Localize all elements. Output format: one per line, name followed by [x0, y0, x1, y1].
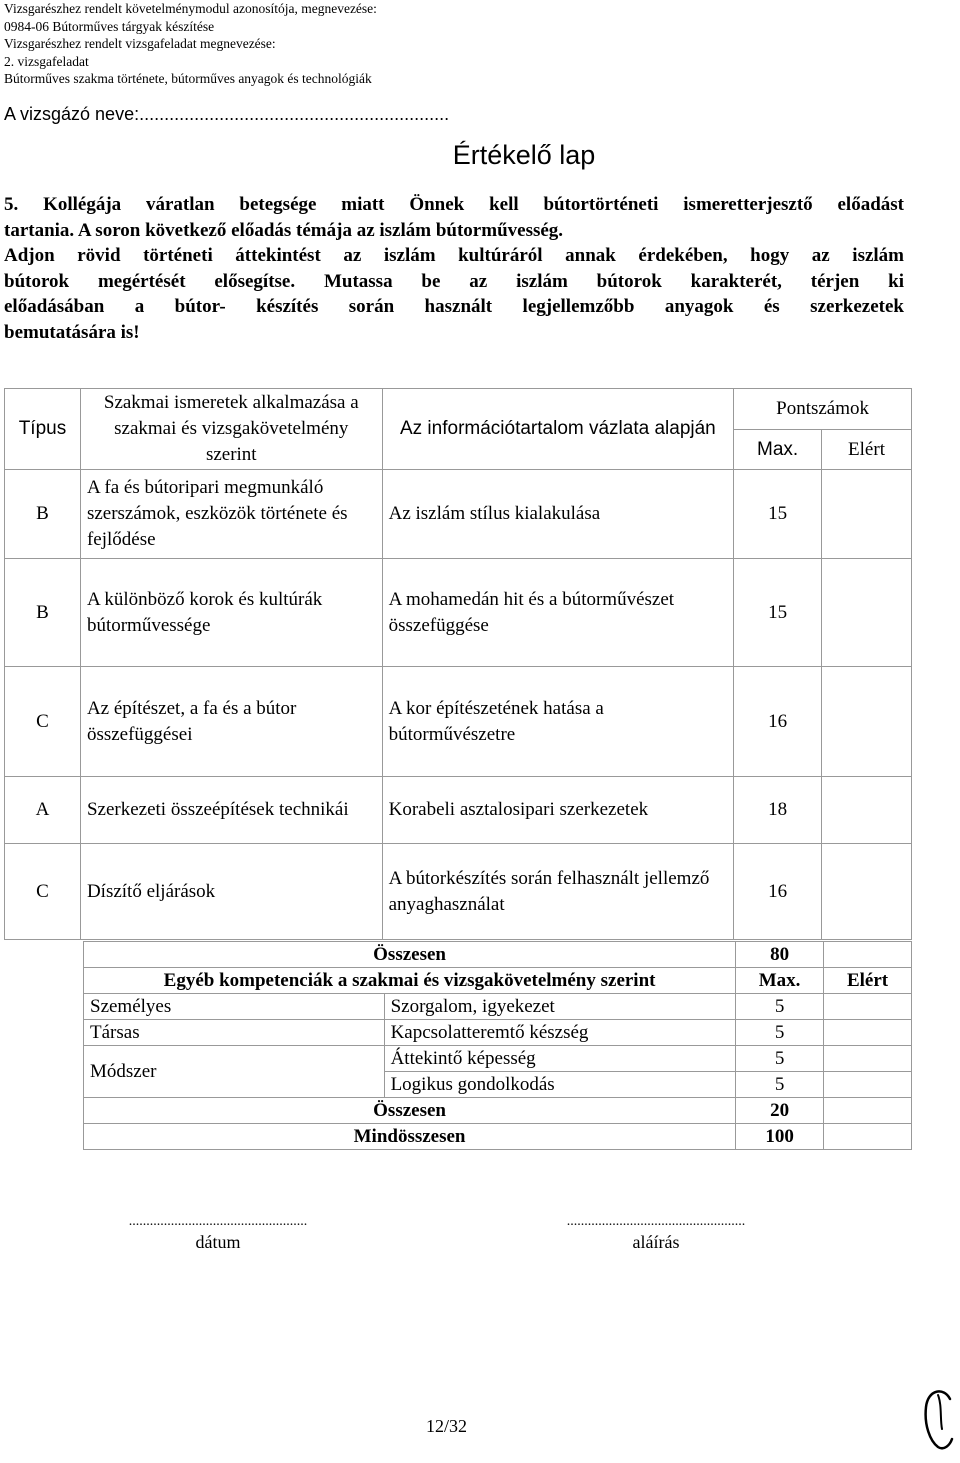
table-row [84, 1046, 912, 1072]
grand-total-achieved [824, 1124, 912, 1150]
table-row [5, 667, 912, 777]
table-row [84, 994, 912, 1020]
row-max: 16 [734, 844, 822, 940]
row-outline: A mohamedán hit és a bútorművészet összefüggése [382, 559, 734, 667]
row-outline: Az iszlám stílus kialakulása [382, 470, 734, 559]
row-max: 16 [734, 667, 822, 777]
row-skill: Szerkezeti összeépítések technikái [80, 777, 382, 844]
row-outline: A kor építészetének hatása a bútorművészetre [382, 667, 734, 777]
date-signature-block [86, 1214, 350, 1253]
row-type: B [5, 470, 81, 559]
competence-max: 5 [736, 1020, 824, 1046]
row-achieved [822, 470, 912, 559]
competence-category: Társas [84, 1020, 385, 1046]
handwritten-mark-icon [920, 1385, 956, 1457]
row-type: A [5, 777, 81, 844]
evaluation-table [4, 388, 912, 940]
examinee-name-field: A vizsgázó neve:.............................................................. [4, 104, 450, 124]
competence-max: 5 [736, 1072, 824, 1098]
header-line-4: 2. vizsgafeladat [4, 53, 89, 69]
subtotal-achieved [824, 1098, 912, 1124]
competence-achieved [824, 1072, 912, 1098]
total-achieved [824, 942, 912, 968]
total-label: Összesen [84, 942, 736, 968]
table-row [5, 470, 912, 559]
total-value: 80 [736, 942, 824, 968]
row-skill: Az építészet, a fa és a bútor összefüggései [80, 667, 382, 777]
signature-block [524, 1214, 788, 1253]
header-type: Típus [5, 389, 81, 470]
header-line-2: 0984-06 Bútorműves tárgyak készítése [4, 18, 215, 34]
header-line-3: Vizsgarészhez rendelt vizsgafeladat megnevezése: [4, 36, 276, 52]
signature-label: aláírás [632, 1232, 680, 1252]
header-points: Pontszámok [734, 389, 912, 430]
date-line: ................................................... [128, 1214, 308, 1229]
header-max: Max. [734, 430, 822, 470]
row-skill: A fa és bútoripari megmunkáló szerszámok, eszközök története és fejlődése [80, 470, 382, 559]
competence-header: Egyéb kompetenciák a szakmai és vizsgakövetelmény szerint [84, 968, 736, 994]
task-line-1: 5. Kollégája váratlan betegsége miatt Önnek kell bútortörténeti ismeretterjesztő előadást [4, 194, 904, 215]
competence-item: Kapcsolatteremtő készség [384, 1020, 736, 1046]
row-achieved [822, 667, 912, 777]
row-outline: Korabeli asztalosipari szerkezetek [382, 777, 734, 844]
row-skill: Díszítő eljárások [80, 844, 382, 940]
row-skill: A különböző korok és kultúrák bútorművessége [80, 559, 382, 667]
grand-total-label: Mindösszesen [84, 1124, 736, 1150]
row-achieved [822, 777, 912, 844]
row-type: B [5, 559, 81, 667]
row-max: 18 [734, 777, 822, 844]
task-line-6: bemutatására is! [4, 321, 140, 343]
page-number: 12/32 [426, 1416, 468, 1436]
subtotal-label: Összesen [84, 1098, 736, 1124]
task-line-5: előadásában a bútor- készítés során használt legjellemzőbb anyagok és szerkezetek [4, 296, 904, 318]
row-achieved [822, 559, 912, 667]
header-skills: Szakmai ismeretek alkalmazása a szakmai és vizsgakövetelmény szerint [80, 389, 382, 470]
row-type: C [5, 667, 81, 777]
row-achieved [822, 844, 912, 940]
task-line-4: bútorok megértését elősegítse. Mutassa be az iszlám bútorok karakterét, térjen ki [4, 270, 904, 292]
competence-item: Logikus gondolkodás [384, 1072, 736, 1098]
competence-achieved-header: Elért [824, 968, 912, 994]
task-line-2: tartania. A soron következő előadás témája az iszlám bútorművesség. [4, 219, 564, 241]
task-description [4, 192, 904, 346]
table-row [5, 559, 912, 667]
grand-total-value: 100 [736, 1124, 824, 1150]
competence-category: Személyes [84, 994, 385, 1020]
header-outline: Az információtartalom vázlata alapján [382, 389, 734, 470]
row-outline: A bútorkészítés során felhasznált jellemző anyaghasználat [382, 844, 734, 940]
date-label: dátum [195, 1232, 241, 1252]
page-title: Értékelő lap [452, 140, 596, 170]
competence-category: Módszer [84, 1046, 385, 1098]
document-header [4, 0, 377, 88]
row-type: C [5, 844, 81, 940]
task-line-3: Adjon rövid történeti áttekintést az iszlám kultúráról annak érdekében, hogy az iszlám [4, 245, 904, 267]
competence-item: Szorgalom, igyekezet [384, 994, 736, 1020]
row-max: 15 [734, 559, 822, 667]
header-achieved: Elért [822, 430, 912, 470]
table-row [5, 844, 912, 940]
competence-achieved [824, 1046, 912, 1072]
header-line-5: Bútorműves szakma története, bútorműves anyagok és technológiák [4, 71, 372, 87]
signature-line: ................................................... [566, 1214, 746, 1229]
competence-table [83, 941, 912, 1150]
table-row [5, 777, 912, 844]
subtotal-value: 20 [736, 1098, 824, 1124]
competence-max: 5 [736, 1046, 824, 1072]
competence-max: 5 [736, 994, 824, 1020]
table-row [84, 1020, 912, 1046]
competence-achieved [824, 1020, 912, 1046]
competence-max-header: Max. [736, 968, 824, 994]
competence-achieved [824, 994, 912, 1020]
header-line-1: Vizsgarészhez rendelt követelménymodul azonosítója, megnevezése: [4, 1, 377, 16]
competence-item: Áttekintő képesség [384, 1046, 736, 1072]
row-max: 15 [734, 470, 822, 559]
